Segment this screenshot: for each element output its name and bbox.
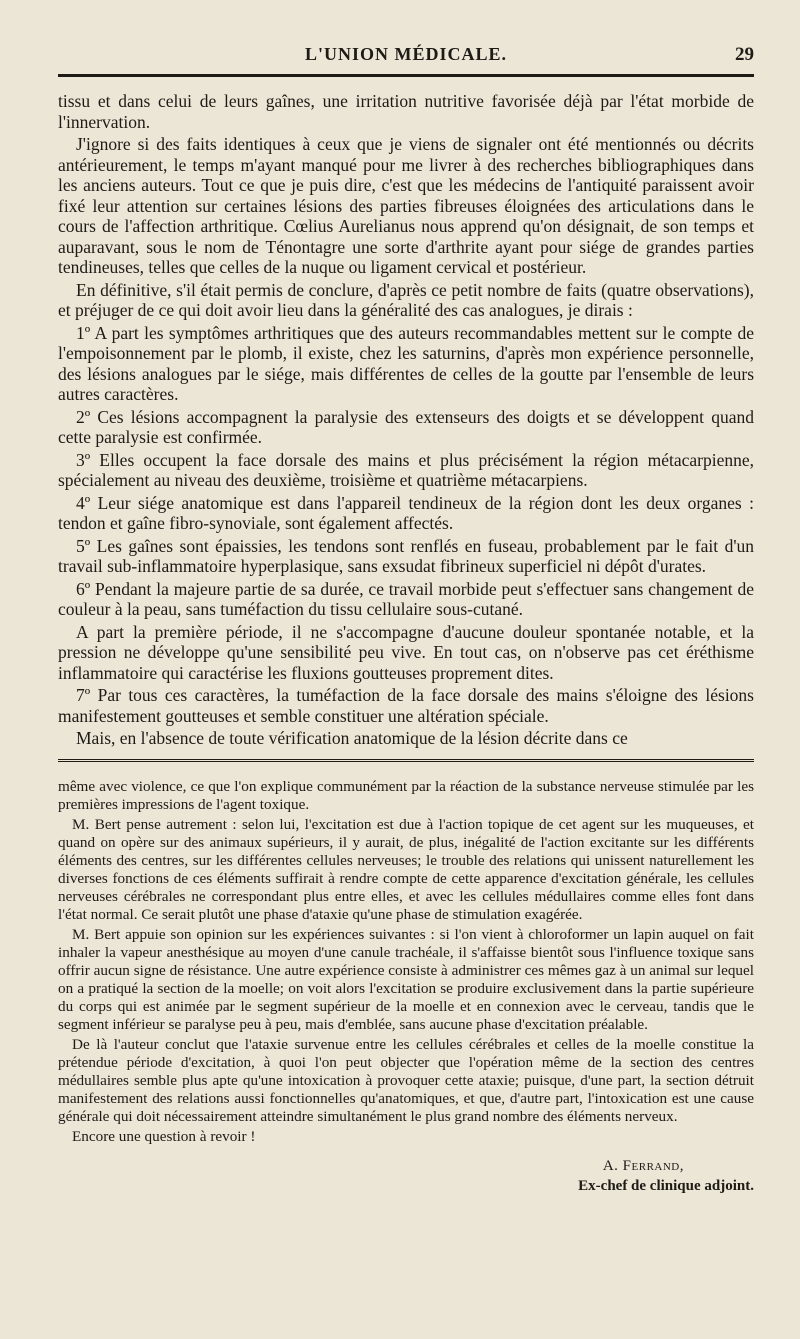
running-title: L'UNION MÉDICALE.: [304, 44, 508, 64]
paragraph: J'ignore si des faits identiques à ceux que je viens de signaler ont été mentionnés ou décrits antérieurement, le temps m'ayant manqué pour me livrer à des recherches bibliographiques dans les anciens auteurs. Tout ce que je puis dire, c'est que les médecins de l'antiquité paraissent avoir fixé leur attention sur certaines lésions des parties fibreuses éloignées des articulations dans le cours de l'affection arthritique. Cœlius Aurelianus nous apprend qu'on désignait, de son temps et auparavant, sous le nom de Ténontagre une sorte d'arthrite ayant pour siége de grandes parties tendineuses, telles que celles de la nuque ou ligament cervical et postérieur.: [58, 134, 754, 277]
conclusion-item: 6º Pendant la majeure partie de sa durée, ce travail morbide peut s'effectuer sans changement de couleur à la peau, sans tuméfaction du tissu cellulaire sous-cutané.: [58, 578, 754, 619]
conclusion-item: 4º Leur siége anatomique est dans l'appareil tendineux de la région dont les deux organes : tendon et gaîne fibro-synoviale, sont également affectés.: [58, 492, 754, 533]
running-header: [58, 44, 754, 74]
feuilleton-text: [58, 778, 754, 1146]
main-text: [58, 91, 754, 749]
author-title: Ex-chef de clinique adjoint.: [578, 1177, 754, 1194]
author-name: A. Ferrand,: [602, 1157, 684, 1174]
paragraph: A part la première période, il ne s'accompagne d'aucune douleur spontanée notable, et la pression ne développe qu'une sensibilité peu vive. En tout cas, on n'observe pas cet éréthisme inflammatoire qui caractérise les fluxions goutteuses proprement dites.: [58, 621, 754, 683]
signature: [58, 1156, 754, 1196]
note-paragraph: même avec violence, ce que l'on explique communément par la réaction de la substance nerveuse stimulée par les premières impressions de l'agent toxique.: [58, 777, 754, 813]
conclusion-item: 2º Ces lésions accompagnent la paralysie des extenseurs des doigts et se développent quand cette paralysie est confirmée.: [58, 406, 754, 447]
note-paragraph: De là l'auteur conclut que l'ataxie survenue entre les cellules cérébrales et celles de la moelle constitue la prétendue période d'excitation, à quoi l'on peut objecter que l'opération même de la section des centres médullaires semble plus apte qu'une intoxication à provoquer cette ataxie; puisque, d'une part, la section détruit manifestement des relations aussi fonctionnelles qu'anatomiques, et que, d'autre part, l'intoxication est une cause générale qui doit nécessairement atteindre simultanément le plus grand nombre des éléments nerveux.: [58, 1035, 754, 1125]
paragraph: En définitive, s'il était permis de conclure, d'après ce petit nombre de faits (quatre observations), et préjuger de ce qui doit avoir lieu dans la généralité des cas analogues, je dirais :: [58, 279, 754, 320]
conclusion-item: 3º Elles occupent la face dorsale des mains et plus précisément la région métacarpienne, spécialement au niveau des deuxième, troisième et quatrième métacarpiens.: [58, 449, 754, 490]
conclusion-item: 7º Par tous ces caractères, la tuméfaction de la face dorsale des mains s'éloigne des lésions manifestement goutteuses et semble constituer une altération spéciale.: [58, 685, 754, 726]
note-paragraph: Encore une question à revoir !: [72, 1127, 256, 1145]
page-number: 29: [735, 44, 754, 65]
header-rule: [58, 74, 754, 77]
conclusion-item: 5º Les gaînes sont épaissies, les tendons sont renflés en fuseau, probablement par le fait d'un travail sub-inflammatoire hyperplasique, sans exsudat fibrineux superficiel ni dépôt d'urates.: [58, 535, 754, 576]
section-separator: [58, 759, 754, 764]
note-paragraph: M. Bert pense autrement : selon lui, l'excitation est due à l'action topique de cet agent sur les muqueuses, et quand on opère sur des animaux supérieurs, il y aurait, de plus, inégalité de l'action excitante sur les différents éléments des centres, sur les différentes cellules nerveuses; le trouble des relations qui unissent naturellement les diverses fonctions de ces éléments suffirait à rendre compte de cette apparence d'excitation générale, les cellules nerveuses cérébrales ne correspondant plus entre elles, et avec les cellules médullaires comme elles font dans l'état normal. Ce serait plutôt une phase d'ataxie qu'une phase de stimulation exagérée.: [58, 815, 754, 923]
conclusion-item: 1º A part les symptômes arthritiques que des auteurs recommandables mettent sur le compte de l'empoisonnement par le plomb, il existe, chez les saturnins, d'après mon expérience personnelle, des lésions analogues par le siége, mais différentes de celles de la goutte par l'ensemble de leurs autres caractères.: [58, 322, 754, 404]
paragraph: tissu et dans celui de leurs gaînes, une irritation nutritive favorisée déjà par l'état morbide de l'innervation.: [58, 91, 754, 132]
paragraph: Mais, en l'absence de toute vérification anatomique de la lésion décrite dans ce: [76, 728, 628, 748]
note-paragraph: M. Bert appuie son opinion sur les expériences suivantes : si l'on vient à chloroformer un lapin auquel on fait inhaler la vapeur anesthésique au moyen d'une canule trachéale, il s'affaisse bientôt sous l'influence toxique sans offrir aucun signe de résistance. Une autre expérience consiste à administrer ces mêmes gaz à un animal sur lequel on a pratiqué la section de la moelle; on voit alors l'excitation se produire exclusivement dans la partie supérieure du corps qui est animée par le segment supérieur de la moelle et en connexion avec le cerveau, tandis que le segment inférieur se paralyse peu à peu, mais d'emblée, sans aucune phase d'excitation préalable.: [58, 925, 754, 1033]
